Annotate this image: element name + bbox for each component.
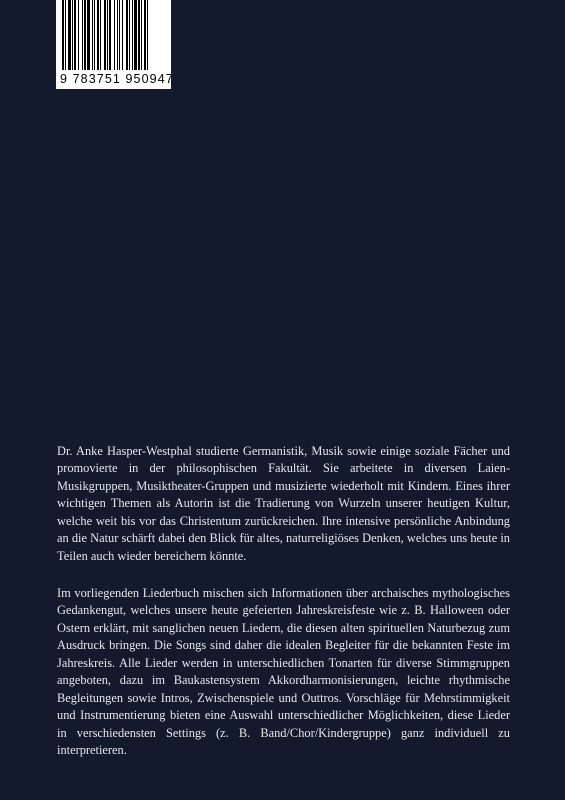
- isbn-barcode: [56, 0, 174, 89]
- isbn-number: 9 783751 950947: [60, 72, 174, 86]
- author-bio: Dr. Anke Hasper-Westphal studierte Germanistik, Musik sowie einige soziale Fächer und promovierte in der philosophischen Fakultät. Sie arbeitete in diversen Laien-Musikgruppen, Musiktheater-Gruppen und musizierte wiederholt mit Kindern. Eines ihrer wichtigen Themen als Autorin ist die Tradierung von Wurzeln unserer heutigen Kultur, welche weit bis vor das Christentum zurückreichen. Ihre intensive persönliche Anbindung an die Natur schärft dabei den Blick für altes, naturreligiöses Denken, welches uns heute in Teilen auch wieder bereichern könnte.: [57, 444, 510, 563]
- book-description: Im vorliegenden Liederbuch mischen sich Informationen über archaisches mythologisches Gedankengut, welches unsere heute gefeierten Jahreskreisfeste wie z. B. Halloween oder Ostern erklärt, mit sanglichen neuen Liedern, die diesen alten spirituellen Naturbezug zum Ausdruck bringen. Die Songs sind daher die idealen Begleiter für die bekannten Feste im Jahreskreis. Alle Lieder werden in unterschiedlichen Tonarten für diverse Stimmgruppen angeboten, dazu im Baukastensystem Akkordharmonisierungen, leichte rhythmische Begleitungen sowie Intros, Zwischenspiele und Outtros. Vorschläge für Mehrstimmigkeit und Instrumentierung bieten eine Auswahl unterschiedlicher Möglichkeiten, diese Lieder in verschiedensten Settings (z. B. Band/Chor/Kindergruppe) ganz individuell zu interpretieren.: [57, 586, 510, 758]
- barcode-icon: [62, 0, 165, 70]
